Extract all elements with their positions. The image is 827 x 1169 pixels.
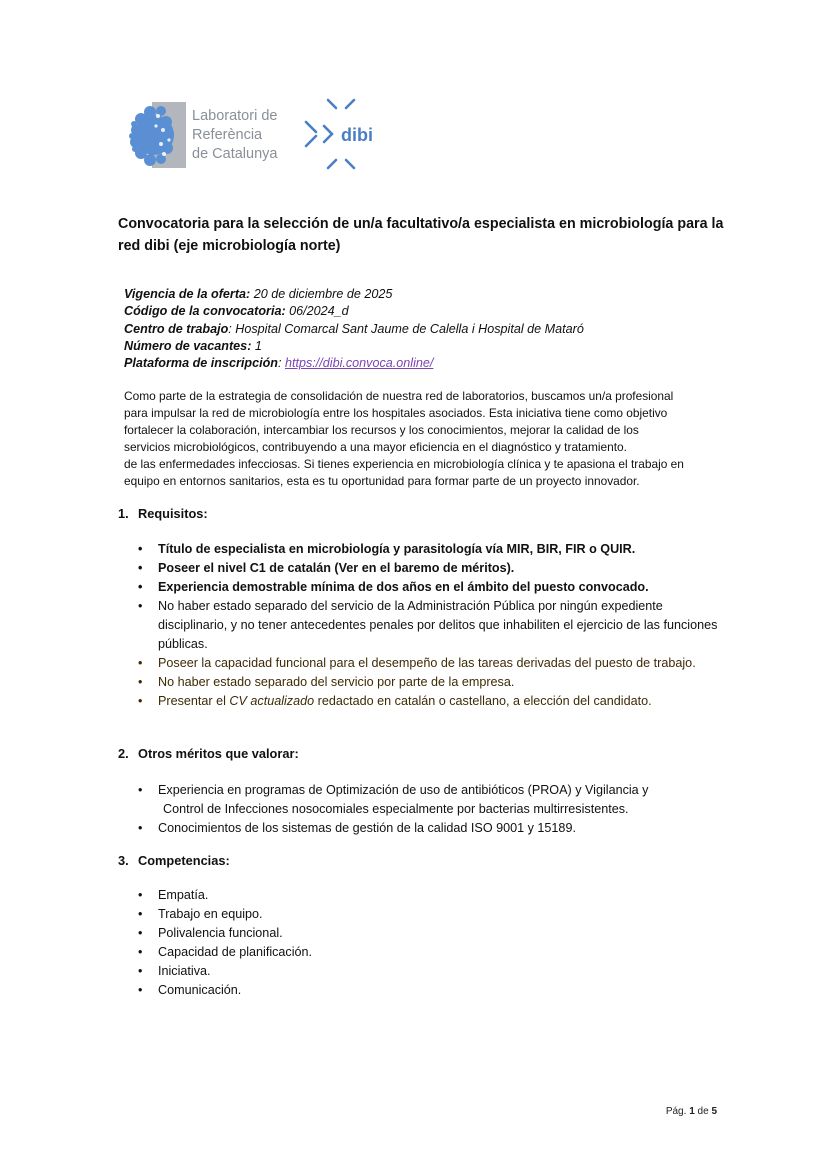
competencias-list <box>138 886 728 1000</box>
section-title: Competencias: <box>138 853 230 868</box>
intro-line: servicios microbiológicos, contribuyendo a una mayor eficiencia en el diagnóstico y tratamiento. <box>124 439 627 454</box>
list-item: • Conocimientos de los sistemas de gestión de la calidad ISO 9001 y 15189. <box>138 819 728 838</box>
meta-vacantes-value: 1 <box>251 338 262 353</box>
list-item: • Empatía. <box>138 886 728 905</box>
section-title: Requisitos: <box>138 506 208 521</box>
section-number: 3. <box>118 853 129 868</box>
intro-paragraph <box>124 388 724 489</box>
dibi-logo <box>302 96 382 176</box>
meta-codigo-label: Código de la convocatoria: <box>124 304 286 319</box>
lrc-logo-text <box>192 107 277 164</box>
list-item: • Trabajo en equipo. <box>138 905 728 924</box>
lrc-logo-line-3: de Catalunya <box>192 146 278 162</box>
offer-meta <box>124 286 744 372</box>
intro-line: equipo en entornos sanitarios, esta es tu oportunidad para formar parte de un proyecto innovador. <box>124 473 640 488</box>
meta-vigencia-value: 20 de diciembre de 2025 <box>250 287 393 301</box>
page-number <box>666 1106 717 1117</box>
meta-vacantes <box>124 338 744 355</box>
document-title: Convocatoria para la selección de un/a facultativo/a especialista en microbiología para la red dibi (eje microbiología norte) <box>118 216 724 254</box>
list-item-text: redactado en catalán o castellano, a elección del candidato. <box>314 694 652 708</box>
list-item <box>138 781 728 819</box>
list-item: • Experiencia demostrable mínima de dos años en el ámbito del puesto convocado. <box>138 578 728 597</box>
intro-line: Como parte de la estrategia de consolidación de nuestra red de laboratorios, buscamos un/a profesional <box>124 389 674 403</box>
page-number-current: 1 <box>689 1106 695 1117</box>
meta-centro-label: Centro de trabajo <box>124 321 229 336</box>
list-item: • Comunicación. <box>138 981 728 1000</box>
list-item: • Poseer la capacidad funcional para el desempeño de las tareas derivadas del puesto de trabajo. <box>138 654 728 673</box>
meta-vigencia <box>124 286 744 303</box>
list-item <box>138 692 728 711</box>
list-item: • Capacidad de planificación. <box>138 943 728 962</box>
lrc-logo-mark-icon <box>128 102 186 168</box>
meta-vacantes-label: Número de vacantes: <box>124 338 252 353</box>
section-number: 2. <box>118 746 129 761</box>
intro-line: para impulsar la red de microbiología entre los hospitales asociados. Esta iniciativa tiene como objetivo <box>124 405 668 420</box>
plataforma-link[interactable]: https://dibi.convoca.online/ <box>284 356 434 371</box>
meta-centro-value: : Hospital Comarcal Sant Jaume de Calella i Hospital de Mataró <box>228 321 584 336</box>
section-requisitos-heading <box>118 506 208 521</box>
meta-codigo <box>124 303 744 320</box>
section-competencias-heading <box>118 853 230 868</box>
meta-plataforma <box>124 355 744 372</box>
meta-centro <box>124 321 744 338</box>
list-item: • No haber estado separado del servicio de la Administración Pública por ningún expediente disciplinario, y no tener antecedentes penales por delitos que inhabiliten el ejercicio de las funciones públicas. <box>138 597 728 654</box>
meta-plataforma-sep: : <box>277 356 285 371</box>
lrc-logo-line-2: Referència <box>192 127 263 143</box>
list-item-text: Presentar el <box>158 694 230 708</box>
page-number-prefix: Pág. <box>665 1106 690 1117</box>
list-item: • No haber estado separado del servicio por parte de la empresa. <box>138 673 728 692</box>
section-title: Otros méritos que valorar: <box>138 746 299 761</box>
intro-line: de las enfermedades infecciosas. Si tienes experiencia en microbiología clínica y te apasiona el trabajo en <box>124 456 684 471</box>
meta-vigencia-label: Vigencia de la oferta: <box>124 287 251 301</box>
meritos-list <box>138 781 728 838</box>
meta-codigo-value: 06/2024_d <box>285 304 349 319</box>
list-item-line: Experiencia en programas de Optimización de uso de antibióticos (PROA) y Vigilancia y <box>158 783 649 797</box>
requisitos-list <box>138 540 728 711</box>
list-item: • Poseer el nivel C1 de catalán (Ver en el baremo de méritos). <box>138 559 728 578</box>
meta-plataforma-label: Plataforma de inscripción <box>124 356 278 371</box>
page-number-of: de <box>694 1106 712 1117</box>
page-number-total: 5 <box>711 1106 717 1117</box>
list-item: • Título de especialista en microbiología y parasitología vía MIR, BIR, FIR o QUIR. <box>138 540 728 559</box>
list-item-line: Control de Infecciones nosocomiales especialmente por bacterias multirresistentes. <box>163 802 629 816</box>
section-meritos-heading <box>118 746 299 761</box>
section-number: 1. <box>118 506 129 521</box>
dibi-logo-text: dibi <box>341 125 373 145</box>
list-item: • Polivalencia funcional. <box>138 924 728 943</box>
lrc-logo-line-1: Laboratori de <box>192 108 278 124</box>
list-item-emphasis: CV actualizado <box>229 694 315 708</box>
intro-line: fortalecer la colaboración, intercambiar los recursos y los conocimientos, mejorar la calidad de los <box>124 422 639 437</box>
lrc-logo <box>128 102 298 170</box>
list-item: • Iniciativa. <box>138 962 728 981</box>
